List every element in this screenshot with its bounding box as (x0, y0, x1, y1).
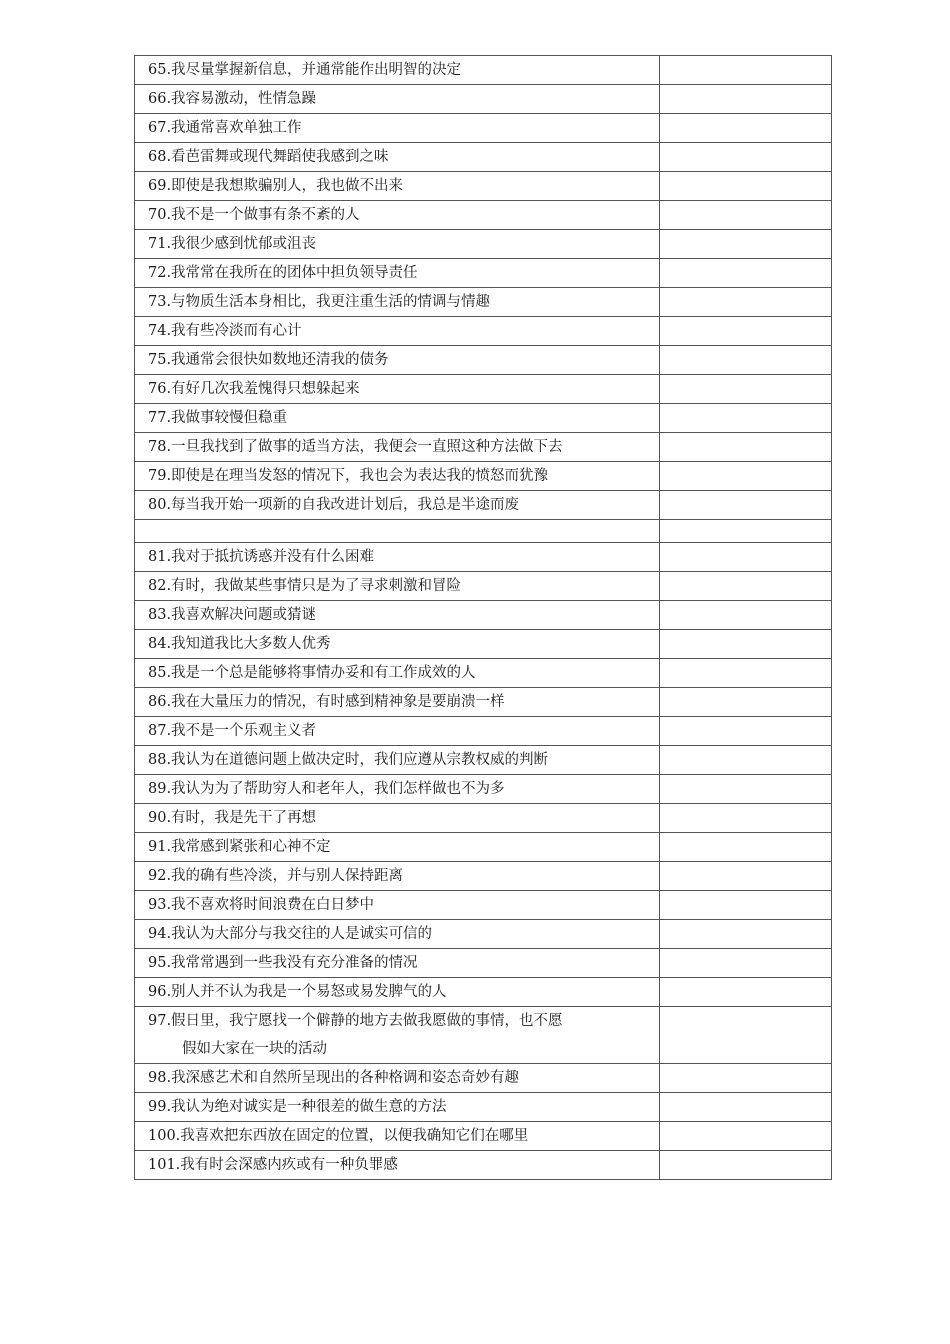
question-text: 88.我认为在道德问题上做决定时，我们应遵从宗教权威的判断 (135, 746, 660, 775)
question-text: 84.我知道我比大多数人优秀 (135, 630, 660, 659)
answer-cell[interactable] (660, 949, 832, 978)
question-text: 98.我深感艺术和自然所呈现出的各种格调和姿态奇妙有趣 (135, 1064, 660, 1093)
table-row (135, 201, 832, 230)
answer-cell[interactable] (660, 630, 832, 659)
answer-cell[interactable] (660, 1007, 832, 1064)
answer-cell[interactable] (660, 404, 832, 433)
answer-cell[interactable] (660, 543, 832, 572)
answer-cell[interactable] (660, 114, 832, 143)
table-row (135, 404, 832, 433)
answer-cell[interactable] (660, 775, 832, 804)
table-row (135, 1122, 832, 1151)
answer-cell[interactable] (660, 317, 832, 346)
table-row (135, 346, 832, 375)
answer-cell[interactable] (660, 491, 832, 520)
table-row (135, 56, 832, 85)
table-row (135, 717, 832, 746)
answer-cell[interactable] (660, 1093, 832, 1122)
table-row (135, 114, 832, 143)
answer-cell[interactable] (660, 804, 832, 833)
table-row (135, 491, 832, 520)
table-row (135, 833, 832, 862)
table-row (135, 862, 832, 891)
question-text: 96.别人并不认为我是一个易怒或易发脾气的人 (135, 978, 660, 1007)
question-text: 92.我的确有些冷淡，并与别人保持距离 (135, 862, 660, 891)
table-row (135, 804, 832, 833)
questionnaire-table (134, 55, 832, 1180)
question-text: 70.我不是一个做事有条不紊的人 (135, 201, 660, 230)
answer-cell[interactable] (660, 230, 832, 259)
question-text: 87.我不是一个乐观主义者 (135, 717, 660, 746)
question-text: 72.我常常在我所在的团体中担负领导责任 (135, 259, 660, 288)
answer-cell[interactable] (660, 172, 832, 201)
table-row (135, 288, 832, 317)
table-row (135, 85, 832, 114)
table-row (135, 172, 832, 201)
question-text: 67.我通常喜欢单独工作 (135, 114, 660, 143)
question-text: 82.有时，我做某些事情只是为了寻求刺激和冒险 (135, 572, 660, 601)
answer-cell[interactable] (660, 433, 832, 462)
table-row (135, 746, 832, 775)
question-text: 83.我喜欢解决问题或猜谜 (135, 601, 660, 630)
question-text: 81.我对于抵抗诱惑并没有什么困难 (135, 543, 660, 572)
empty-answer-cell (660, 520, 832, 543)
answer-cell[interactable] (660, 717, 832, 746)
answer-cell[interactable] (660, 746, 832, 775)
table-row (135, 543, 832, 572)
question-text: 74.我有些冷淡而有心计 (135, 317, 660, 346)
answer-cell[interactable] (660, 201, 832, 230)
question-text: 79.即使是在理当发怒的情况下，我也会为表达我的愤怒而犹豫 (135, 462, 660, 491)
answer-cell[interactable] (660, 288, 832, 317)
table-row (135, 891, 832, 920)
table-row (135, 949, 832, 978)
answer-cell[interactable] (660, 259, 832, 288)
question-text: 73.与物质生活本身相比，我更注重生活的情调与情趣 (135, 288, 660, 317)
question-text: 78.一旦我找到了做事的适当方法，我便会一直照这种方法做下去 (135, 433, 660, 462)
answer-cell[interactable] (660, 346, 832, 375)
question-text: 91.我常感到紧张和心神不定 (135, 833, 660, 862)
table-row (135, 920, 832, 949)
table-row (135, 462, 832, 491)
table-row (135, 978, 832, 1007)
table-row (135, 433, 832, 462)
answer-cell[interactable] (660, 1064, 832, 1093)
answer-cell[interactable] (660, 978, 832, 1007)
table-row (135, 143, 832, 172)
answer-cell[interactable] (660, 601, 832, 630)
answer-cell[interactable] (660, 891, 832, 920)
table-row (135, 659, 832, 688)
answer-cell[interactable] (660, 688, 832, 717)
table-row (135, 1093, 832, 1122)
question-text: 75.我通常会很快如数地还清我的债务 (135, 346, 660, 375)
answer-cell[interactable] (660, 143, 832, 172)
empty-cell (135, 520, 660, 543)
question-text: 85.我是一个总是能够将事情办妥和有工作成效的人 (135, 659, 660, 688)
answer-cell[interactable] (660, 85, 832, 114)
answer-cell[interactable] (660, 572, 832, 601)
question-text: 69.即使是我想欺骗别人，我也做不出来 (135, 172, 660, 201)
question-text: 93.我不喜欢将时间浪费在白日梦中 (135, 891, 660, 920)
table-row (135, 230, 832, 259)
question-text: 101.我有时会深感内疚或有一种负罪感 (135, 1151, 660, 1180)
table-row (135, 259, 832, 288)
table-row (135, 1064, 832, 1093)
question-text: 71.我很少感到忧郁或沮丧 (135, 230, 660, 259)
question-line-2: 假如大家在一块的活动 (182, 1041, 327, 1057)
answer-cell[interactable] (660, 375, 832, 404)
answer-cell[interactable] (660, 1151, 832, 1180)
table-row (135, 375, 832, 404)
question-text: 68.看芭雷舞或现代舞蹈使我感到之味 (135, 143, 660, 172)
question-text: 95.我常常遇到一些我没有充分准备的情况 (135, 949, 660, 978)
table-row (135, 688, 832, 717)
table-row (135, 775, 832, 804)
question-text: 80.每当我开始一项新的自我改进计划后，我总是半途而废 (135, 491, 660, 520)
answer-cell[interactable] (660, 920, 832, 949)
question-text: 66.我容易激动，性情急躁 (135, 85, 660, 114)
spacer-row (135, 520, 832, 543)
answer-cell[interactable] (660, 862, 832, 891)
question-text: 100.我喜欢把东西放在固定的位置，以便我确知它们在哪里 (135, 1122, 660, 1151)
question-line-1: 97.假日里，我宁愿找一个僻静的地方去做我愿做的事情，也不愿 (148, 1013, 563, 1029)
question-text: 89.我认为为了帮助穷人和老年人，我们怎样做也不为多 (135, 775, 660, 804)
table-row (135, 572, 832, 601)
answer-cell[interactable] (660, 56, 832, 85)
question-text: 65.我尽量掌握新信息，并通常能作出明智的决定 (135, 56, 660, 85)
question-text: 94.我认为大部分与我交往的人是诚实可信的 (135, 920, 660, 949)
question-text: 90.有时，我是先干了再想 (135, 804, 660, 833)
table-row (135, 601, 832, 630)
table-row (135, 1007, 832, 1064)
table-row (135, 630, 832, 659)
question-text: 86.我在大量压力的情况，有时感到精神象是要崩溃一样 (135, 688, 660, 717)
table-row (135, 1151, 832, 1180)
answer-cell[interactable] (660, 833, 832, 862)
question-text: 99.我认为绝对诚实是一种很差的做生意的方法 (135, 1093, 660, 1122)
question-text-multiline (135, 1007, 660, 1064)
question-text: 77.我做事较慢但稳重 (135, 404, 660, 433)
table-row (135, 317, 832, 346)
answer-cell[interactable] (660, 659, 832, 688)
answer-cell[interactable] (660, 462, 832, 491)
question-text: 76.有好几次我羞愧得只想躲起来 (135, 375, 660, 404)
answer-cell[interactable] (660, 1122, 832, 1151)
